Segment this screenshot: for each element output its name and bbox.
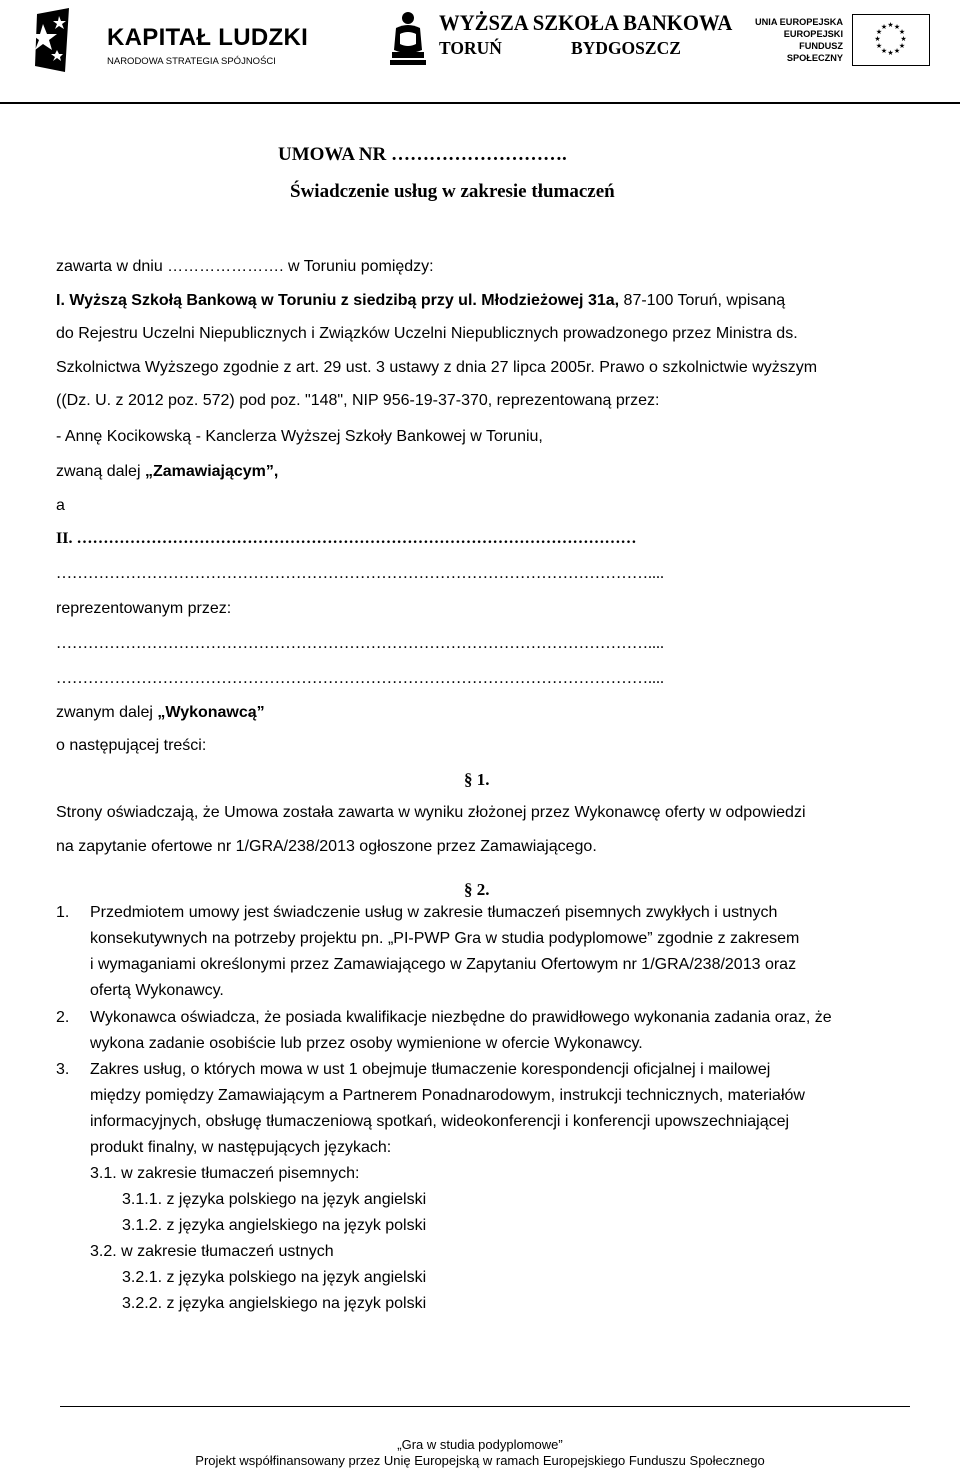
party2-start: II. …………………………………………………………………………………………… (56, 530, 637, 547)
page-header (0, 0, 960, 102)
party1-line4: ((Dz. U. z 2012 poz. 572) pod poz. "148", NIP 956-19-37-370, reprezentowaną przez: (56, 392, 660, 409)
subitem-3-2: 3.2. w zakresie tłumaczeń ustnych (90, 1243, 334, 1260)
subitem-3-2-2: 3.2.2. z języka angielskiego na język polski (122, 1295, 427, 1312)
kapital-ludzki-title: KAPITAŁ LUDZKI (107, 24, 309, 51)
footer-divider (60, 1406, 910, 1407)
party2-called (56, 704, 265, 722)
party1-address-tail: 87-100 Toruń, wpisaną (619, 292, 786, 309)
svg-text:★: ★ (900, 35, 907, 43)
section1-line2: na zapytanie ofertowe nr 1/GRA/238/2013 ogłoszone przez Zamawiającego. (56, 838, 597, 855)
kapital-ludzki-logo (35, 4, 309, 76)
item1-line1: Przedmiotem umowy jest świadczenie usług w zakresie tłumaczeń pisemnych zwykłych i ustnych (90, 904, 778, 921)
subitem-3-1: 3.1. w zakresie tłumaczeń pisemnych: (90, 1165, 360, 1182)
svg-text:★: ★ (874, 35, 881, 43)
party2-dots-3: ………………………………………………………………………………………………….... (56, 670, 664, 687)
svg-text:★: ★ (875, 42, 883, 50)
header-divider (0, 102, 960, 104)
party1-line3: Szkolnictwa Wyższego zgodnie z art. 29 ust. 3 ustawy z dnia 27 lipca 2005r. Prawo o szkolnictwie wyższym (56, 359, 818, 376)
item1-line3: i wymaganiami określonymi przez Zamawiającego w Zapytaniu Ofertowym nr 1/GRA/238/2013 oraz (90, 956, 797, 973)
wsb-crest-icon (386, 10, 430, 68)
item3-line2: między pomiędzy Zamawiającym a Partnerem Ponadnarodowym, instrukcji technicznych, materiałów (90, 1087, 805, 1104)
kapital-ludzki-subtitle: NARODOWA STRATEGIA SPÓJNOŚCI (107, 56, 276, 67)
svg-text:★: ★ (893, 47, 901, 55)
subitem-3-1-2: 3.1.2. z języka angielskiego na język polski (122, 1217, 427, 1234)
party1-called (56, 463, 278, 481)
eu-logo-line1: UNIA EUROPEJSKA (755, 17, 843, 27)
wsb-name: WYŻSZA SZKOŁA BANKOWA (439, 10, 733, 35)
section1-heading: § 1. (464, 770, 490, 789)
party1-called-prefix: zwaną dalej (56, 463, 145, 480)
concluded-line: zawarta w dniu …………………. w Toruniu pomiędzy: (56, 258, 434, 275)
and-word: a (56, 497, 65, 514)
eu-stars-icon (853, 15, 928, 64)
svg-text:★: ★ (893, 23, 901, 31)
item2-line2: wykona zadanie osobiście lub przez osoby wymienione w ofercie Wykonawcy. (90, 1035, 643, 1052)
party1-line1 (56, 292, 785, 310)
contract-number-title: UMOWA NR ………………………. (278, 144, 567, 165)
item3-line4: produkt finalny, w następujących językach: (90, 1139, 392, 1156)
eu-logo (748, 14, 930, 66)
item2-line1: Wykonawca oświadcza, że posiada kwalifikacje niezbędne do prawidłowego wykonania zadania oraz, że (90, 1009, 832, 1026)
footer-project-name: „Gra w studia podyplomowe” (397, 1437, 563, 1452)
item1-line4: ofertą Wykonawcy. (90, 982, 224, 999)
party1-name: I. Wyższą Szkołą Bankową w Toruniu z siedzibą przy ul. Młodzieżowej 31a, (56, 292, 620, 309)
item1-line2: konsekutywnych na potrzeby projektu pn. „PI-PWP Gra w studia podyplomowe” zgodnie z zakresem (90, 930, 800, 947)
kapital-ludzki-emblem-icon (35, 6, 71, 74)
contract-subject-title: Świadczenie usług w zakresie tłumaczeń (290, 181, 615, 202)
eu-flag-icon (852, 14, 930, 66)
svg-text:★: ★ (880, 47, 888, 55)
svg-text:★: ★ (887, 21, 894, 29)
wsb-city-bydgoszcz: BYDGOSZCZ (571, 38, 681, 58)
svg-text:★: ★ (880, 23, 888, 31)
item2-number: 2. (56, 1009, 70, 1026)
party2-dots-2: ………………………………………………………………………………………………….... (56, 635, 664, 652)
section1-line1: Strony oświadczają, że Umowa została zawarta w wyniku złożonej przez Wykonawcę oferty w odpowiedzi (56, 804, 806, 821)
svg-text:★: ★ (887, 49, 894, 57)
party1-representative: - Annę Kocikowską - Kanclerza Wyższej Szkoły Bankowej w Toruniu, (56, 428, 543, 445)
item3-line3: informacyjnych, obsługę tłumaczeniową spotkań, wideokonferencji i konferencji upowszechniającej (90, 1113, 790, 1130)
section2-heading: § 2. (464, 880, 490, 899)
subitem-3-2-1: 3.2.1. z języka polskiego na język angielski (122, 1269, 427, 1286)
party1-called-name: „Zamawiającym”, (144, 463, 279, 480)
party2-represented-by: reprezentowanym przez: (56, 600, 232, 617)
party2-called-name: „Wykonawcą” (157, 704, 265, 721)
wsb-city-torun: TORUŃ (439, 38, 502, 58)
eu-logo-line2: EUROPEJSKI (783, 29, 843, 39)
item3-line1: Zakres usług, o których mowa w ust 1 obejmuje tłumaczenie korespondencji oficjalnej i mailowej (90, 1061, 771, 1078)
item3-number: 3. (56, 1061, 70, 1078)
svg-text:★: ★ (875, 28, 883, 36)
party2-called-prefix: zwanym dalej (56, 704, 158, 721)
eu-logo-line3: FUNDUSZ SPOŁECZNY (786, 41, 843, 63)
party1-line2: do Rejestru Uczelni Niepublicznych i Związków Uczelni Niepublicznych prowadzonego przez Ministra ds. (56, 325, 798, 342)
svg-text:★: ★ (898, 28, 906, 36)
footer-cofinancing-note: Projekt współfinansowany przez Unię Europejską w ramach Europejskiego Funduszu Społecznego (195, 1453, 765, 1468)
subitem-3-1-1: 3.1.1. z języka polskiego na język angielski (122, 1191, 427, 1208)
svg-text:★: ★ (898, 42, 906, 50)
item1-number: 1. (56, 904, 70, 921)
content-intro: o następującej treści: (56, 737, 207, 754)
wsb-logo (382, 10, 733, 70)
party2-dots: ………………………………………………………………………………………………….... (56, 565, 664, 582)
eu-logo-text (748, 16, 843, 64)
